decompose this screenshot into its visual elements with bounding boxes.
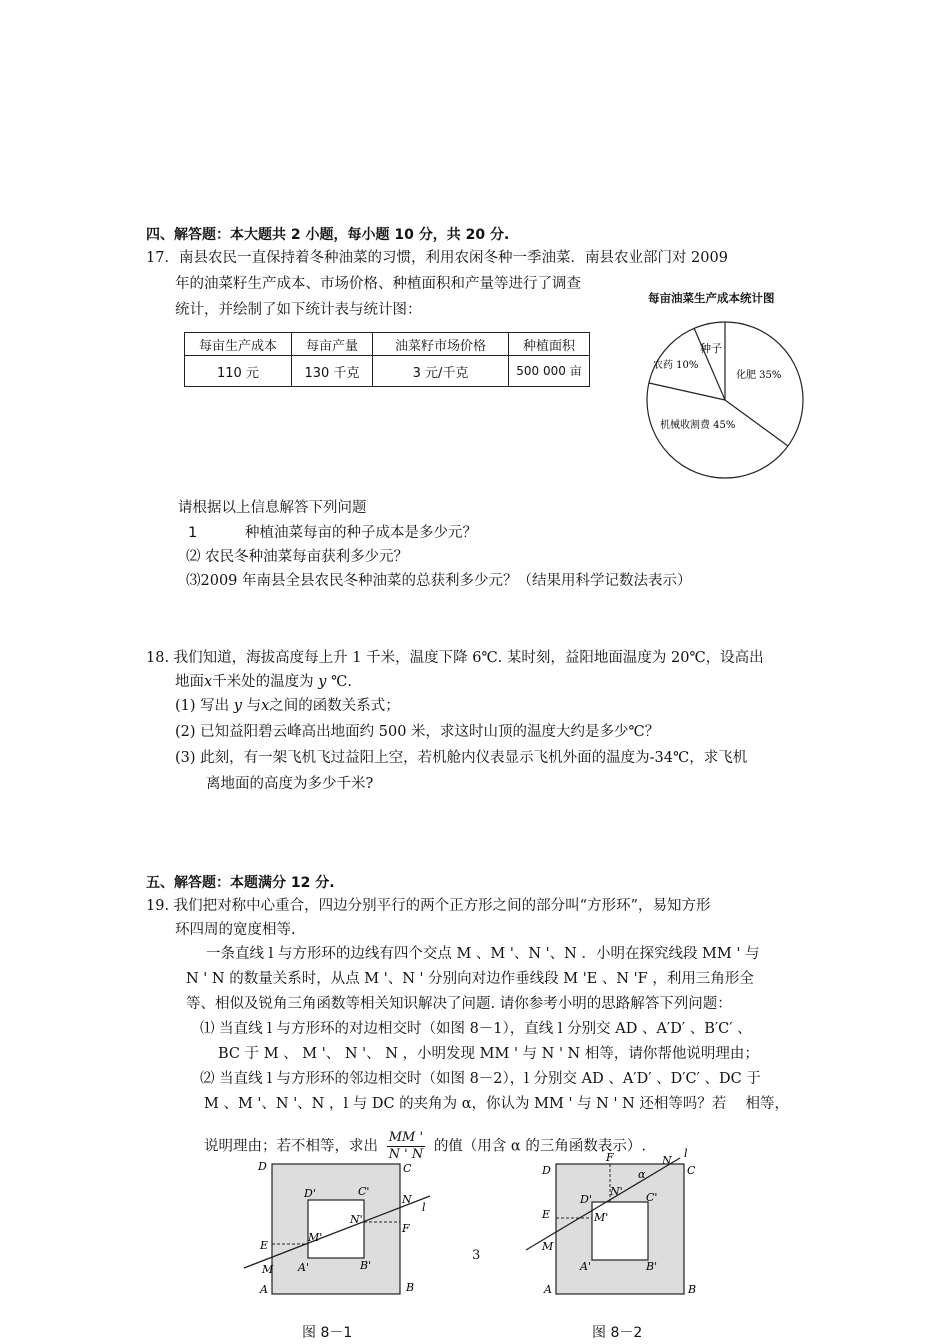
- label-F: F: [402, 1222, 410, 1235]
- q19-line6: ⑴ 当直线 l 与方形环的对边相交时（如图 8－1），直线 l 分别交 AD 、A′D′ 、B′C′ 、: [200, 1021, 752, 1037]
- fig1-caption: 图 8－1: [302, 1325, 353, 1341]
- pie-title: 每亩油菜生产成本统计图: [648, 291, 775, 305]
- q18-sub3b: 离地面的高度为多少千米?: [206, 776, 374, 792]
- q17-sub3: ⑶2009 年南县全县农民冬种油菜的总获利多少元？（结果用科学记数法表示）: [186, 573, 692, 589]
- table-header: 油菜籽市场价格: [373, 333, 509, 356]
- table-header: 种植面积: [509, 333, 590, 356]
- table-header: 每亩产量: [292, 333, 373, 356]
- cost-table: [184, 332, 590, 387]
- cost-pie-chart: [640, 315, 810, 485]
- label-alpha: α: [638, 1168, 646, 1181]
- q18-line2: 地面x千米处的温度为 y ℃.: [175, 674, 352, 690]
- label-M: M: [262, 1263, 274, 1276]
- pie-label-fertilizer: 化肥 35%: [736, 370, 782, 381]
- fraction-numerator: MM ': [387, 1130, 426, 1147]
- label-Cp: C': [358, 1185, 370, 1198]
- figure-8-1: [240, 1150, 440, 1300]
- q17-sub2: ⑵ 农民冬种油菜每亩获利多少元？: [186, 549, 409, 565]
- label-Ap: A': [298, 1261, 309, 1274]
- q18-sub1: (1) 写出 y 与x之间的函数关系式；: [175, 698, 400, 714]
- section4-title: 四、解答题：本大题共 2 小题，每小题 10 分，共 20 分.: [146, 227, 510, 243]
- label-D: D: [542, 1164, 551, 1177]
- label-Np: N': [350, 1213, 363, 1226]
- q17-sub1-num: 1: [188, 525, 198, 541]
- fraction-denominator: N ' N: [388, 1147, 424, 1162]
- label-E: E: [260, 1239, 269, 1252]
- label-N: N: [402, 1193, 412, 1206]
- q19-line2: 环四周的宽度相等.: [175, 922, 296, 938]
- label-D: D: [258, 1160, 267, 1173]
- q19-line10: 说明理由；若不相等，求出 $\frac{MM '}{N ' N}$ 的值（用含 α 的三角函数表示）.: [204, 1130, 646, 1162]
- label-C: C: [687, 1164, 696, 1177]
- q17-line1: 17．南县农民一直保持着冬种油菜的习惯，利用农闲冬种一季油菜．南县农业部门对 2009: [146, 250, 728, 266]
- label-Cp: C': [646, 1191, 658, 1204]
- label-Mp: M': [594, 1211, 609, 1224]
- inner-square: [308, 1200, 364, 1258]
- label-l: l: [684, 1148, 688, 1160]
- label-Bp: B': [360, 1259, 372, 1272]
- label-Np: N': [610, 1185, 623, 1198]
- label-A: A: [544, 1283, 552, 1296]
- q19-line7: BC 于 M 、 M '、 N '、 N ，小明发现 MM ' 与 N ' N 相等，请你帮他说明理由；: [218, 1046, 759, 1062]
- fig2-caption: 图 8－2: [592, 1325, 643, 1341]
- table-cell: 130 千克: [292, 356, 373, 387]
- q19-line4: N ' N 的数量关系时，从点 M '、N ' 分别向对边作垂线段 M 'E 、N 'F ，利用三角形全: [186, 971, 754, 987]
- figure-8-2: [520, 1148, 720, 1300]
- table-header: 每亩生产成本: [185, 333, 292, 356]
- label-B: B: [688, 1283, 697, 1296]
- q17-line3: 统计，并绘制了如下统计表与统计图：: [175, 302, 422, 318]
- q18-line1: 18. 我们知道，海拔高度每上升 1 千米，温度下降 6℃. 某时刻，益阳地面温度为 20℃，设高出: [146, 650, 764, 666]
- label-B: B: [406, 1281, 415, 1294]
- label-A: A: [260, 1283, 268, 1296]
- pie-label-machine: 机械收割费 45%: [660, 420, 736, 431]
- q19-line1: 19. 我们把对称中心重合，四边分别平行的两个正方形之间的部分叫“方形环”，易知方形: [146, 898, 711, 914]
- q18-sub2: (2) 已知益阳碧云峰高出地面约 500 米，求这时山顶的温度大约是多少℃？: [175, 724, 660, 740]
- table-cell: 3 元/千克: [373, 356, 509, 387]
- label-Dp: D': [304, 1187, 316, 1200]
- q17-sub1: 种植油菜每亩的种子成本是多少元？: [245, 525, 477, 541]
- pie-label-seed: 种子: [700, 342, 722, 355]
- section5-title: 五、解答题：本题满分 12 分.: [146, 875, 335, 891]
- q17-prompt: 请根据以上信息解答下列问题: [178, 500, 367, 516]
- q19-line3: 一条直线 l 与方形环的边线有四个交点 M 、M '、N '、N ．小明在探究线段 MM ' 与: [206, 946, 760, 962]
- label-E: E: [542, 1208, 551, 1221]
- label-F: F: [606, 1151, 614, 1164]
- label-Bp: B': [646, 1260, 658, 1273]
- q19-line5: 等、相似及锐角三角函数等相关知识解决了问题. 请你参考小明的思路解答下列问题：: [186, 996, 732, 1012]
- pie-label-pesticide: 农药 10%: [653, 360, 699, 371]
- label-Mp: M': [308, 1231, 323, 1244]
- q19-line8: ⑵ 当直线 l 与方形环的邻边相交时（如图 8－2），l 分别交 AD 、A′D′ 、D′C′ 、DC 于: [200, 1071, 761, 1087]
- table-cell: 110 元: [185, 356, 292, 387]
- page-number: 3: [472, 1248, 481, 1263]
- label-M: M: [542, 1240, 554, 1253]
- label-C: C: [403, 1162, 412, 1175]
- q19-line9: M 、M '、N '、N ，l 与 DC 的夹角为 α，你认为 MM ' 与 N ' N 还相等吗？若 相等，: [204, 1096, 789, 1112]
- label-N: N: [662, 1154, 672, 1167]
- label-l: l: [422, 1201, 426, 1214]
- q18-sub3a: (3) 此刻，有一架飞机飞过益阳上空，若机舱内仪表显示飞机外面的温度为-34℃，求飞机: [175, 750, 748, 766]
- q17-line2: 年的油菜籽生产成本、市场价格、种植面积和产量等进行了调查: [175, 276, 581, 292]
- label-Ap: A': [580, 1260, 591, 1273]
- table-cell: 500 000 亩: [509, 356, 590, 387]
- label-Dp: D': [580, 1193, 592, 1206]
